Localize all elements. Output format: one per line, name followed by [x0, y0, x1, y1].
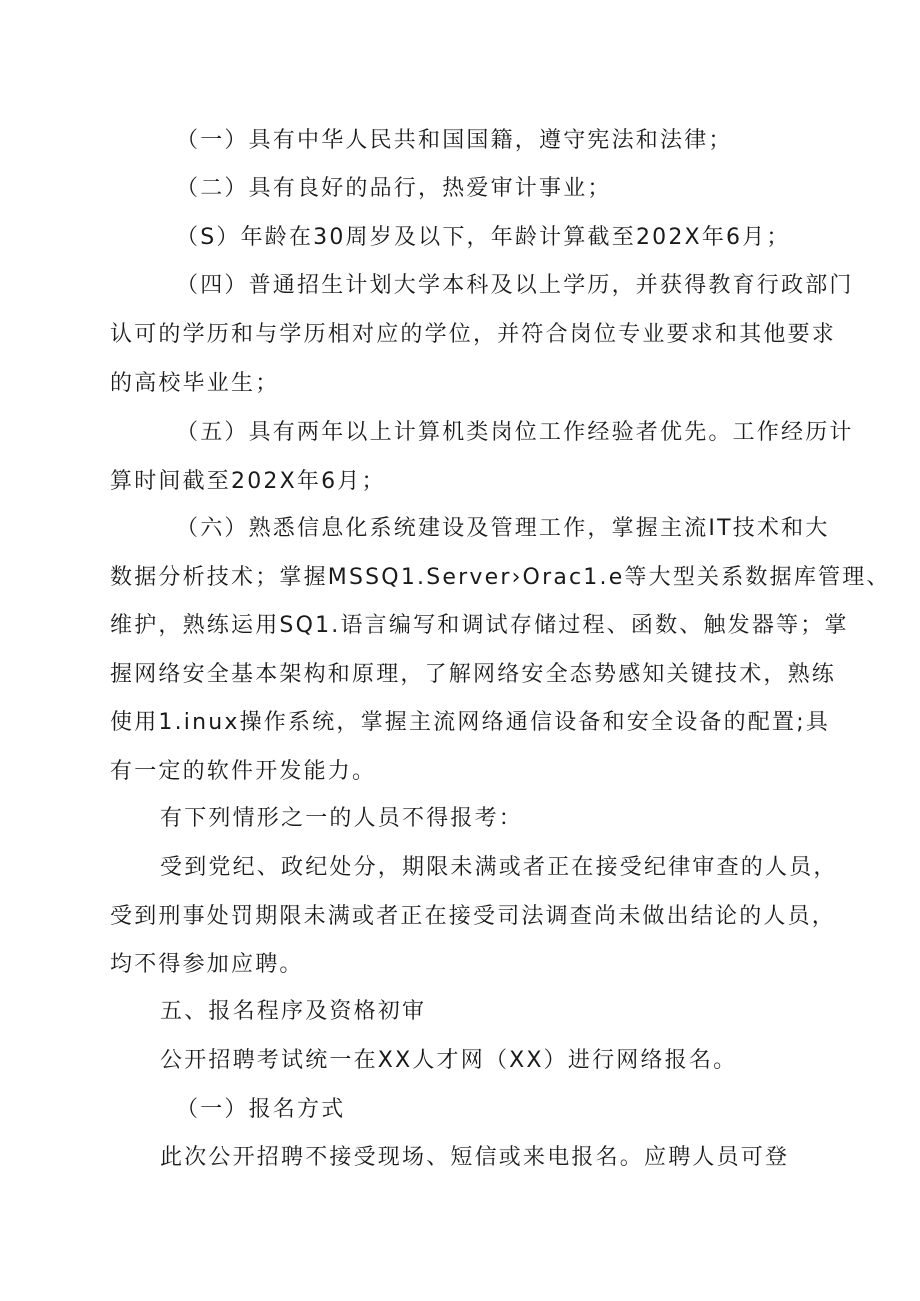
subsection-heading: （一）报名方式 — [176, 1097, 346, 1122]
paragraph-line: 维护，熟练运用SQ1.语言编写和调试存储过程、函数、触发器等；掌 — [110, 613, 849, 638]
paragraph-line: 握网络安全基本架构和原理，了解网络安全态势感知关键技术，熟练 — [110, 662, 837, 687]
paragraph-line: 受到刑事处罚期限未满或者正在接受司法调查尚未做出结论的人员， — [110, 904, 837, 929]
paragraph-line: 有一定的软件开发能力。 — [110, 759, 377, 784]
paragraph-line: 有下列情形之一的人员不得报考： — [160, 806, 524, 831]
paragraph-line: 使用1.inux操作系统，掌握主流网络通信设备和安全设备的配置;具 — [110, 710, 831, 735]
paragraph-line: （二）具有良好的品行，热爱审计事业； — [176, 176, 612, 201]
paragraph-line: 公开招聘考试统一在XX人才网（XX）进行网络报名。 — [160, 1048, 738, 1073]
section-heading: 五、报名程序及资格初审 — [160, 999, 427, 1024]
paragraph-line: （六）熟悉信息化系统建设及管理工作，掌握主流IT技术和大 — [176, 516, 830, 541]
paragraph-line: （一）具有中华人民共和国国籍，遵守宪法和法律； — [176, 128, 733, 153]
paragraph-line: （S）年龄在30周岁及以下，年龄计算截至202X年6月； — [176, 225, 791, 250]
paragraph-line: 此次公开招聘不接受现场、短信或来电报名。应聘人员可登 — [160, 1145, 790, 1170]
paragraph-line: 的高校毕业生； — [110, 371, 280, 396]
paragraph-line: 受到党纪、政纪处分，期限未满或者正在接受纪律审查的人员， — [160, 855, 838, 880]
paragraph-line: （四）普通招生计划大学本科及以上学历，并获得教育行政部门 — [176, 273, 854, 298]
paragraph-line: 认可的学历和与学历相对应的学位，并符合岗位专业要求和其他要求 — [110, 322, 837, 347]
paragraph-line: （五）具有两年以上计算机类岗位工作经验者优先。工作经历计 — [176, 420, 854, 445]
paragraph-line: 均不得参加应聘。 — [110, 952, 304, 977]
paragraph-line: 数据分析技术；掌握MSSQ1.Server›Orac1.e等大型关系数据库管理、 — [110, 565, 891, 590]
paragraph-line: 算时间截至202X年6月； — [110, 469, 386, 494]
